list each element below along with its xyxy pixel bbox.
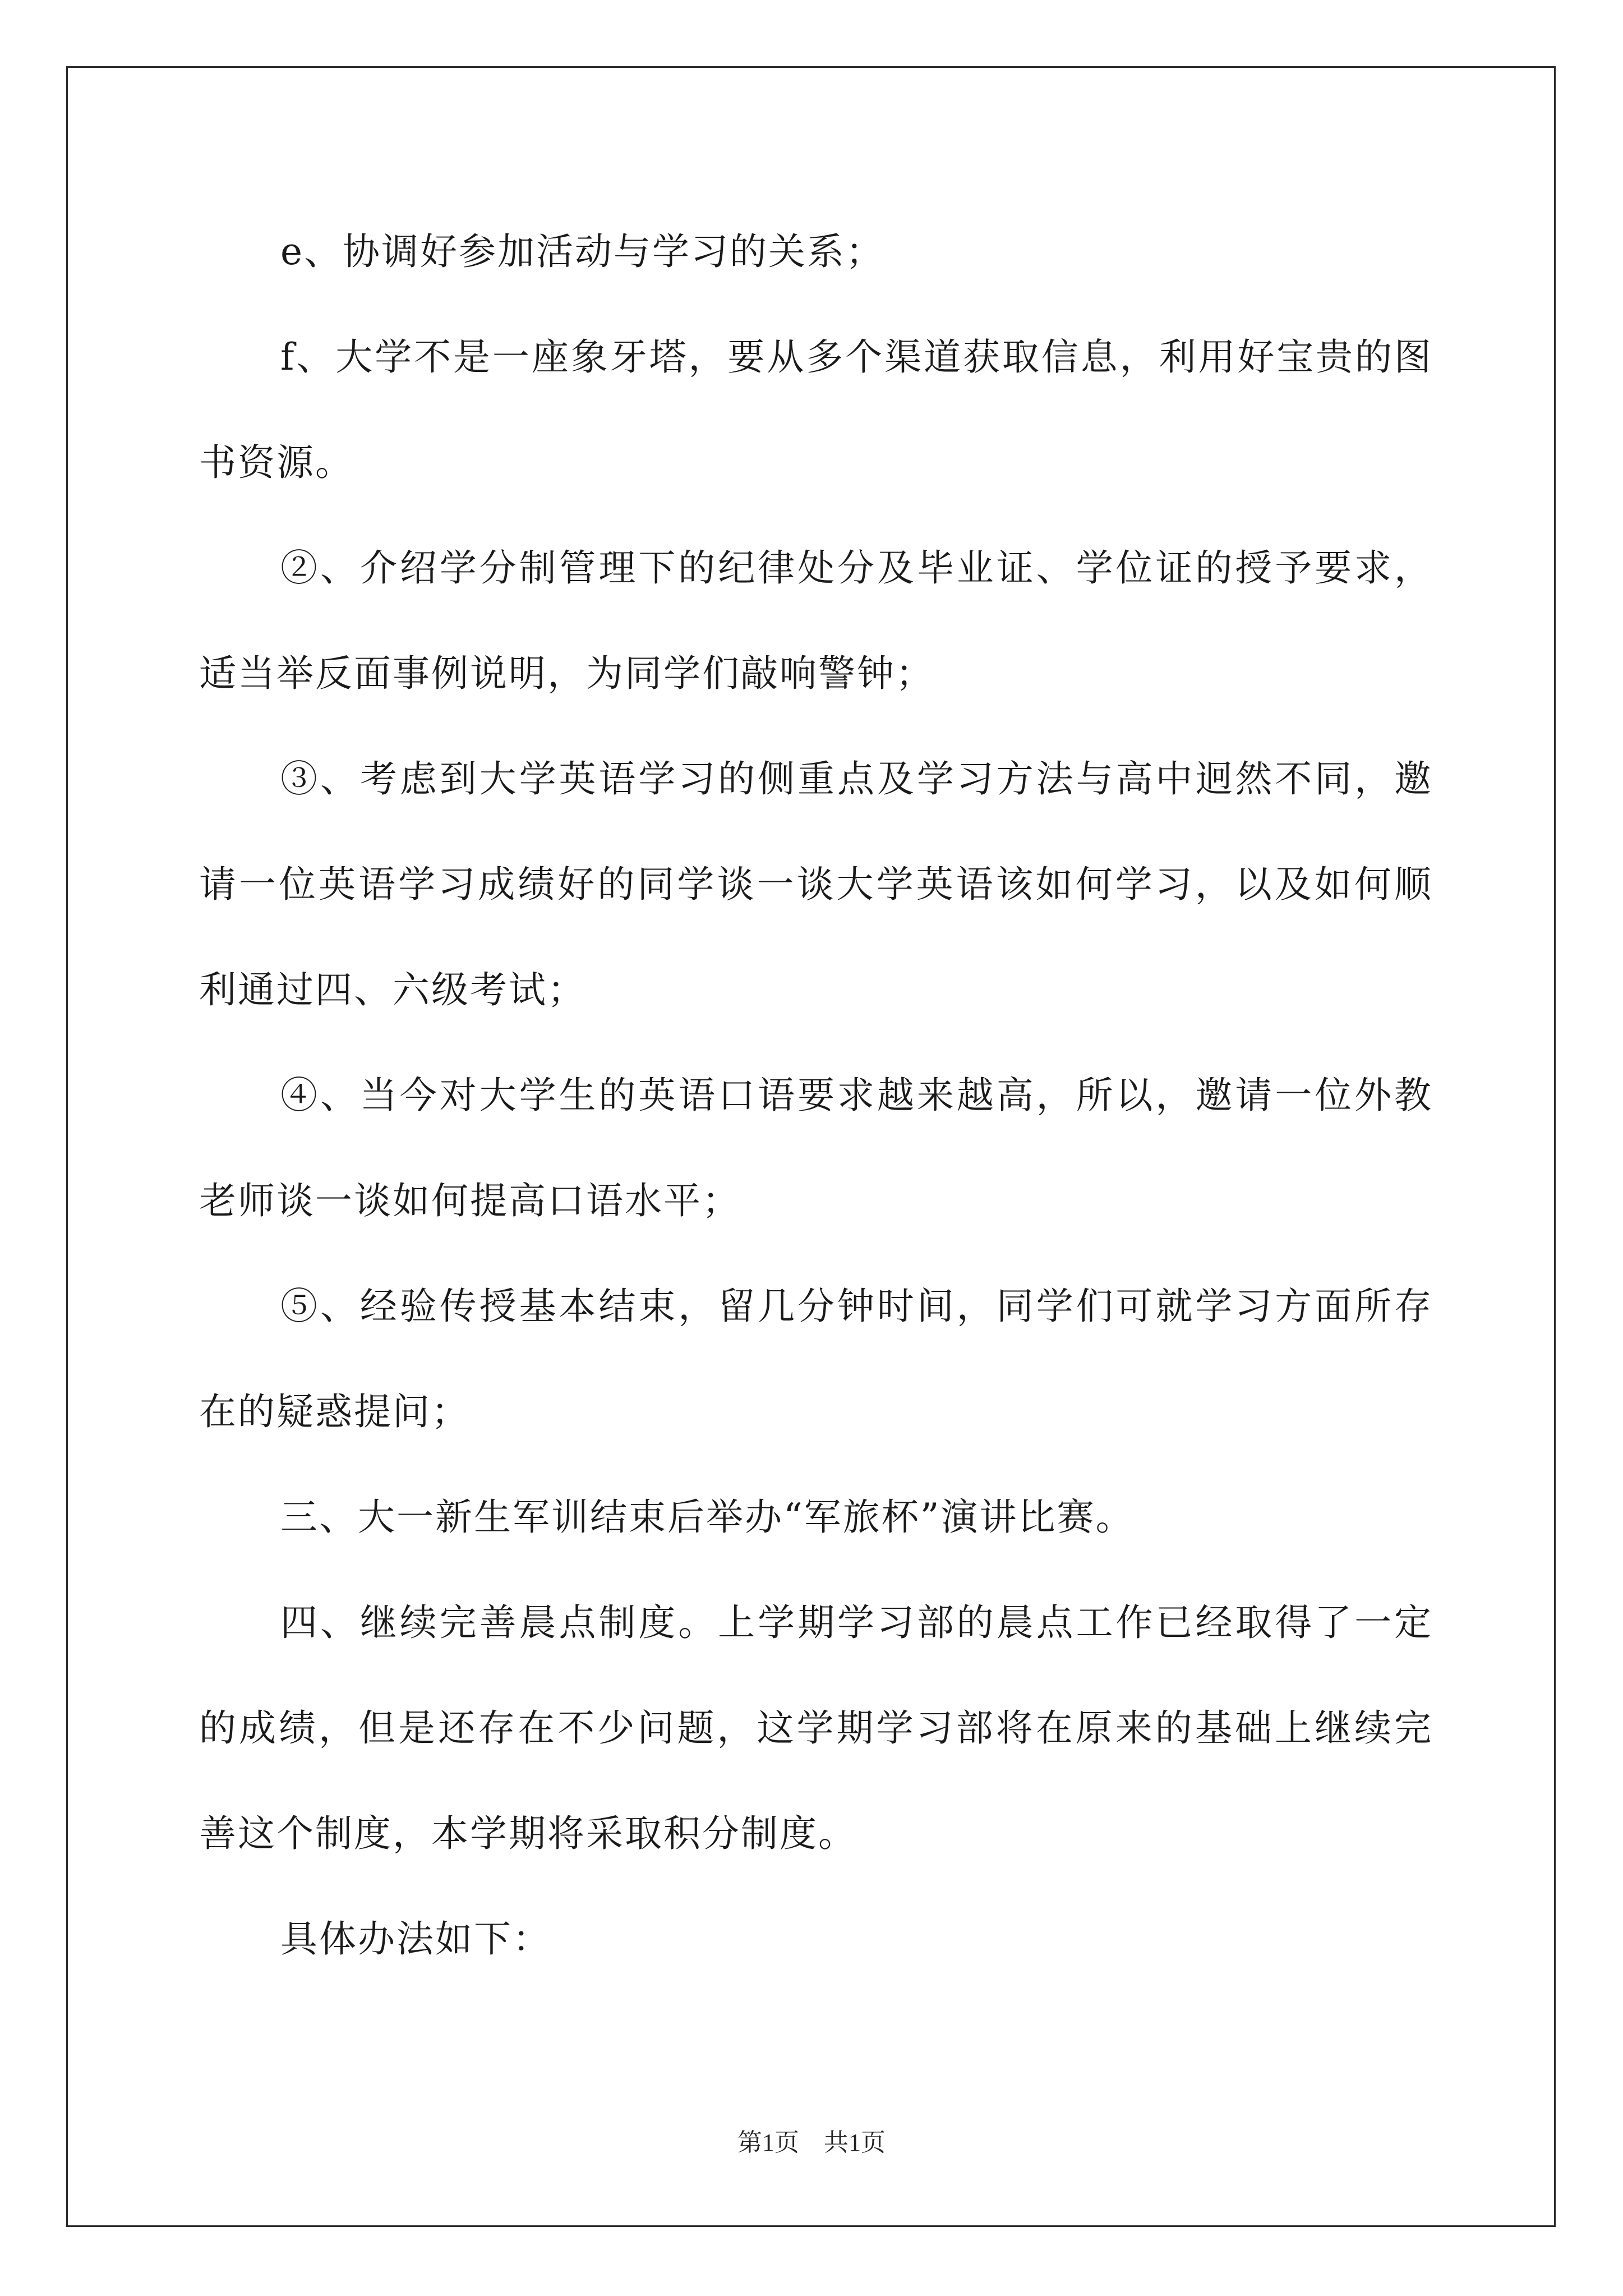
paragraph-item-2: ②、介绍学分制管理下的纪律处分及毕业证、学位证的授予要求，适当举反面事例说明，为同学们敲响警钟； — [199, 546, 1433, 695]
paragraph-method-intro: 具体办法如下： — [280, 1917, 551, 1961]
paragraph-section-4: 四、继续完善晨点制度。上学期学习部的晨点工作已经取得了一定的成绩，但是还存在不少问题，这学期学习部将在原来的基础上继续完善这个制度，本学期将采取积分制度。 — [199, 1601, 1433, 1855]
paragraph-e: e、协调好参加活动与学习的关系； — [280, 230, 885, 273]
document-body — [199, 199, 1433, 1992]
paragraph-item-3: ③、考虑到大学英语学习的侧重点及学习方法与高中迥然不同，邀请一位英语学习成绩好的同学谈一谈大学英语该如何学习，以及如何顺利通过四、六级考试； — [199, 757, 1433, 1011]
paragraph-item-4: ④、当今对大学生的英语口语要求越来越高，所以，邀请一位外教老师谈一谈如何提高口语水平； — [199, 1074, 1433, 1222]
page-footer: 第1页 共1页 — [737, 2129, 886, 2156]
paragraph-f: f、大学不是一座象牙塔，要从多个渠道获取信息，利用好宝贵的图书资源。 — [199, 335, 1433, 484]
paragraph-item-5: ⑤、经验传授基本结束，留几分钟时间，同学们可就学习方面所存在的疑惑提问； — [199, 1285, 1433, 1433]
paragraph-section-3: 三、大一新生军训结束后举办“军旅杯”演讲比赛。 — [280, 1496, 1135, 1539]
